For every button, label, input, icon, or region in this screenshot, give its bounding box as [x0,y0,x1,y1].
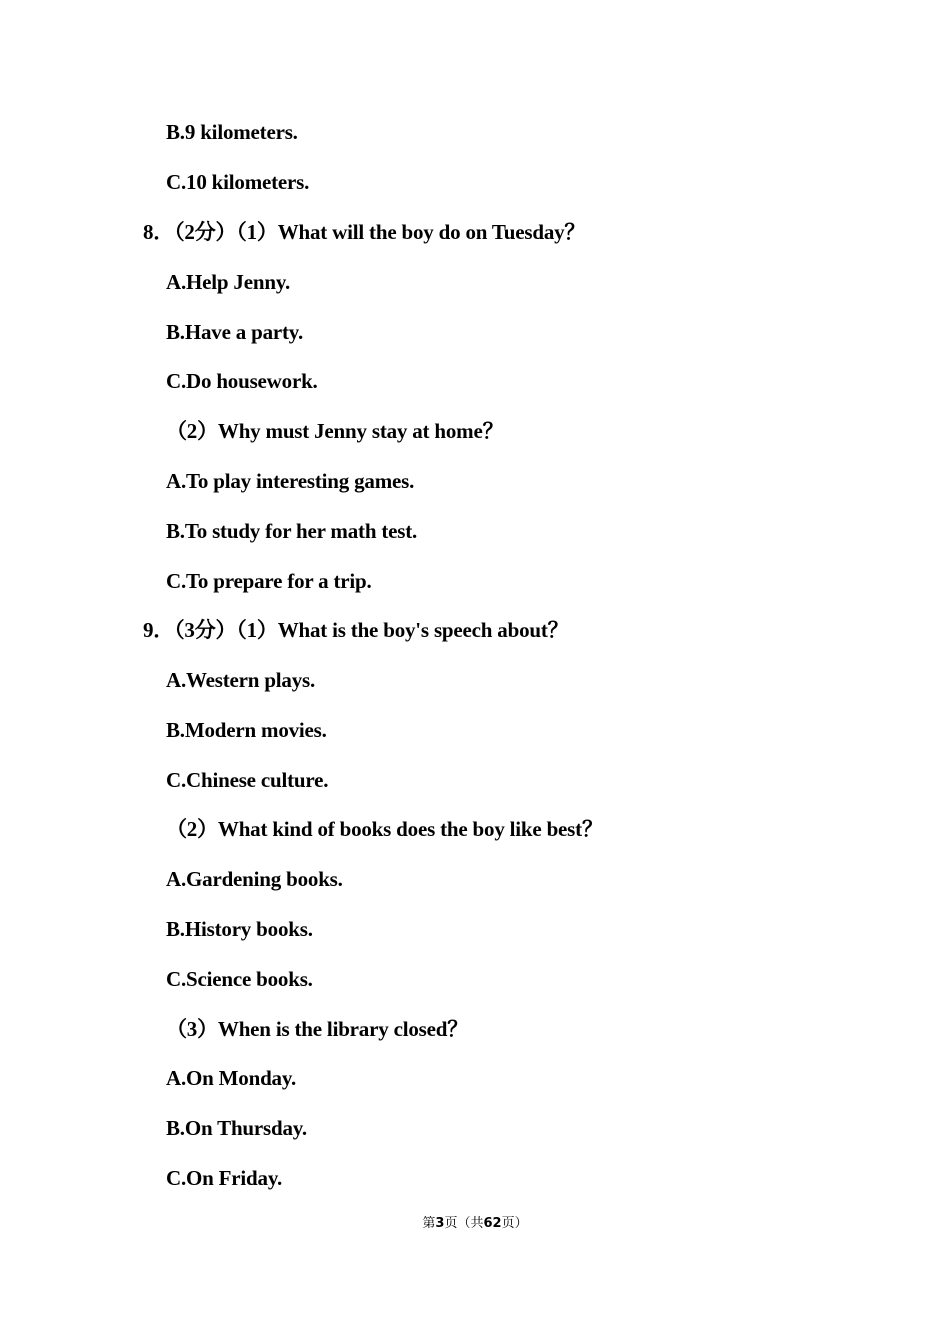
option-b-q9-3: B.On Thursday. [166,1116,307,1140]
option-b-q7: B.9 kilometers. [166,120,298,144]
page-footer [0,1215,950,1233]
option-c-q9-2: C.Science books. [166,967,313,991]
option-a-q8-1: A.Help Jenny. [166,270,291,294]
question-8-part-2: （2）Why must Jenny stay at home？ [166,419,504,443]
option-a-q8-2: A.To play interesting games. [166,469,415,493]
question-9-part-2: （2）What kind of books does the boy like best？ [166,817,603,841]
option-b-q8-1: B.Have a party. [166,320,303,344]
footer-middle: 页（共 [444,1216,484,1231]
question-8-part-1: 8．（2分）（1）What will the boy do on Tuesday？ [143,220,586,244]
option-a-q9-2: A.Gardening books. [166,867,343,891]
option-a-q9-1: A.Western plays. [166,668,316,692]
question-9-part-1: 9．（3分）（1）What is the boy's speech about？ [143,618,569,642]
option-b-q8-2: B.To study for her math test. [166,519,418,543]
footer-suffix: 页） [501,1216,528,1231]
option-c-q7: C.10 kilometers. [166,170,310,194]
current-page-number: 3 [435,1216,445,1231]
option-c-q9-1: C.Chinese culture. [166,768,329,792]
option-c-q9-3: C.On Friday. [166,1166,283,1190]
total-page-count: 62 [483,1216,502,1231]
footer-prefix: 第 [422,1216,436,1231]
option-b-q9-1: B.Modern movies. [166,718,327,742]
question-9-part-3: （3）When is the library closed？ [166,1017,468,1041]
option-c-q8-2: C.To prepare for a trip. [166,569,372,593]
option-b-q9-2: B.History books. [166,917,313,941]
option-a-q9-3: A.On Monday. [166,1066,297,1090]
option-c-q8-1: C.Do housework. [166,369,318,393]
